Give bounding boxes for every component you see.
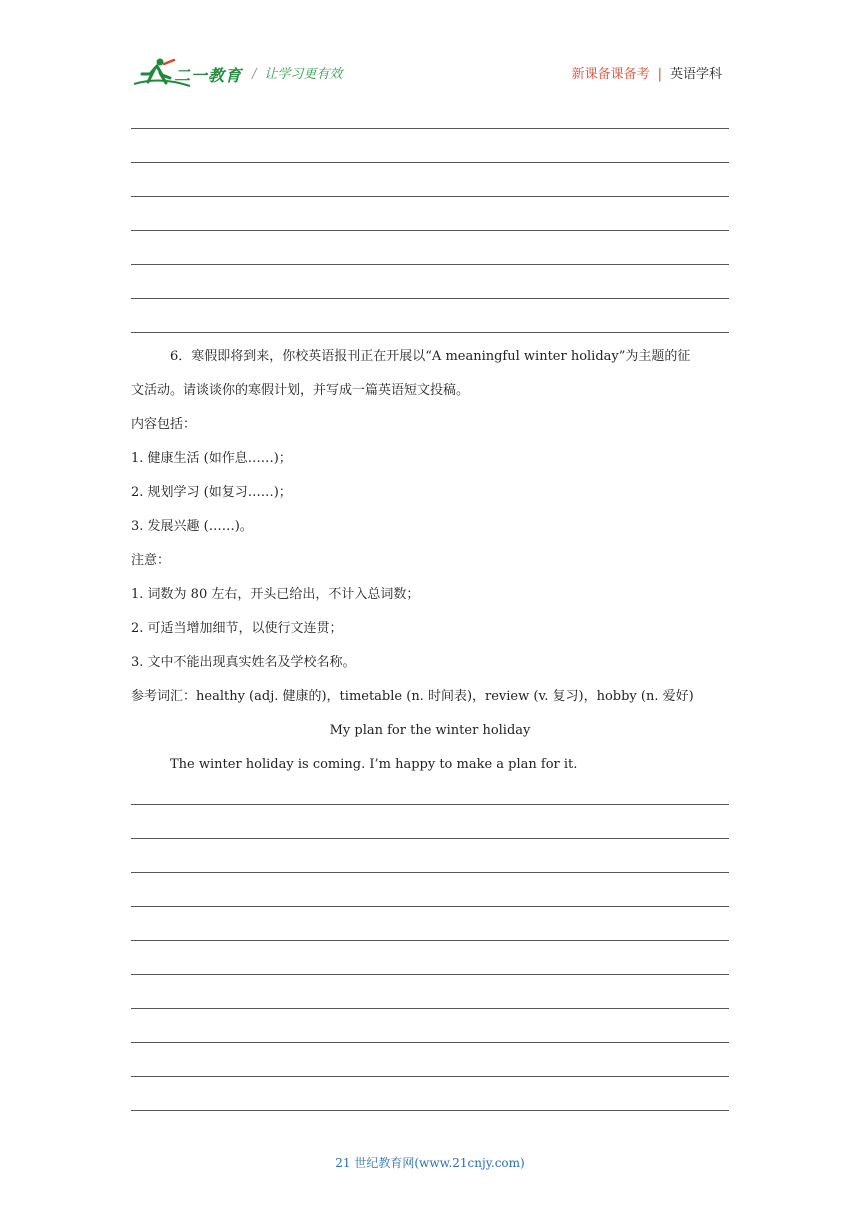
header-brand: 新课备课备考 [571, 67, 650, 82]
question-prompt-line-1: 6．寒假即将到来，你校英语报刊正在开展以“A meaningful winter holiday”为主题的征 [170, 349, 691, 364]
reference-vocabulary: 参考词汇：healthy (adj. 健康的)，timetable (n. 时间表)，review (v. 复习)，hobby (n. 爱好) [131, 689, 694, 704]
answer-line[interactable] [131, 872, 729, 873]
answer-line[interactable] [131, 1110, 729, 1111]
essay-opening: The winter holiday is coming. I’m happy to make a plan for it. [170, 757, 578, 772]
answer-line[interactable] [131, 162, 729, 163]
answer-line[interactable] [131, 1008, 729, 1009]
answer-line[interactable] [131, 838, 729, 839]
answer-line[interactable] [131, 804, 729, 805]
logo-text: 二一教育 [174, 66, 243, 85]
content-point: 1. 健康生活 (如作息……)； [131, 451, 292, 466]
answer-line[interactable] [131, 332, 729, 333]
content-label: 内容包括： [131, 417, 197, 432]
answer-line[interactable] [131, 264, 729, 265]
answer-line[interactable] [131, 128, 729, 129]
answer-line[interactable] [131, 940, 729, 941]
content-point: 2. 规划学习 (如复习……)； [131, 485, 292, 500]
answer-line[interactable] [131, 974, 729, 975]
answer-line[interactable] [131, 1076, 729, 1077]
answer-line[interactable] [131, 906, 729, 907]
slogan [252, 63, 342, 82]
question-prompt-line-2: 文活动。请谈谈你的寒假计划，并写成一篇英语短文投稿。 [131, 383, 470, 398]
answer-line[interactable] [131, 1042, 729, 1043]
slogan-text: 让学习更有效 [264, 67, 343, 82]
notes-label: 注意： [131, 553, 171, 568]
page-footer: 21 世纪教育网(www.21cnjy.com) [335, 1156, 525, 1170]
page-header [0, 0, 860, 110]
note-item: 2. 可适当增加细节，以使行文连贯； [131, 621, 343, 636]
answer-line[interactable] [131, 196, 729, 197]
note-item: 1. 词数为 80 左右，开头已给出，不计入总词数； [131, 587, 420, 602]
answer-line[interactable] [131, 298, 729, 299]
header-subject: 英语学科 [669, 67, 722, 82]
essay-title: My plan for the winter holiday [329, 723, 531, 738]
header-right [572, 63, 722, 82]
content-point: 3. 发展兴趣 (……)。 [131, 519, 253, 534]
header-separator: | [657, 67, 662, 82]
note-item: 3. 文中不能出现真实姓名及学校名称。 [131, 655, 356, 670]
answer-line[interactable] [131, 230, 729, 231]
slogan-separator: / [252, 67, 257, 82]
